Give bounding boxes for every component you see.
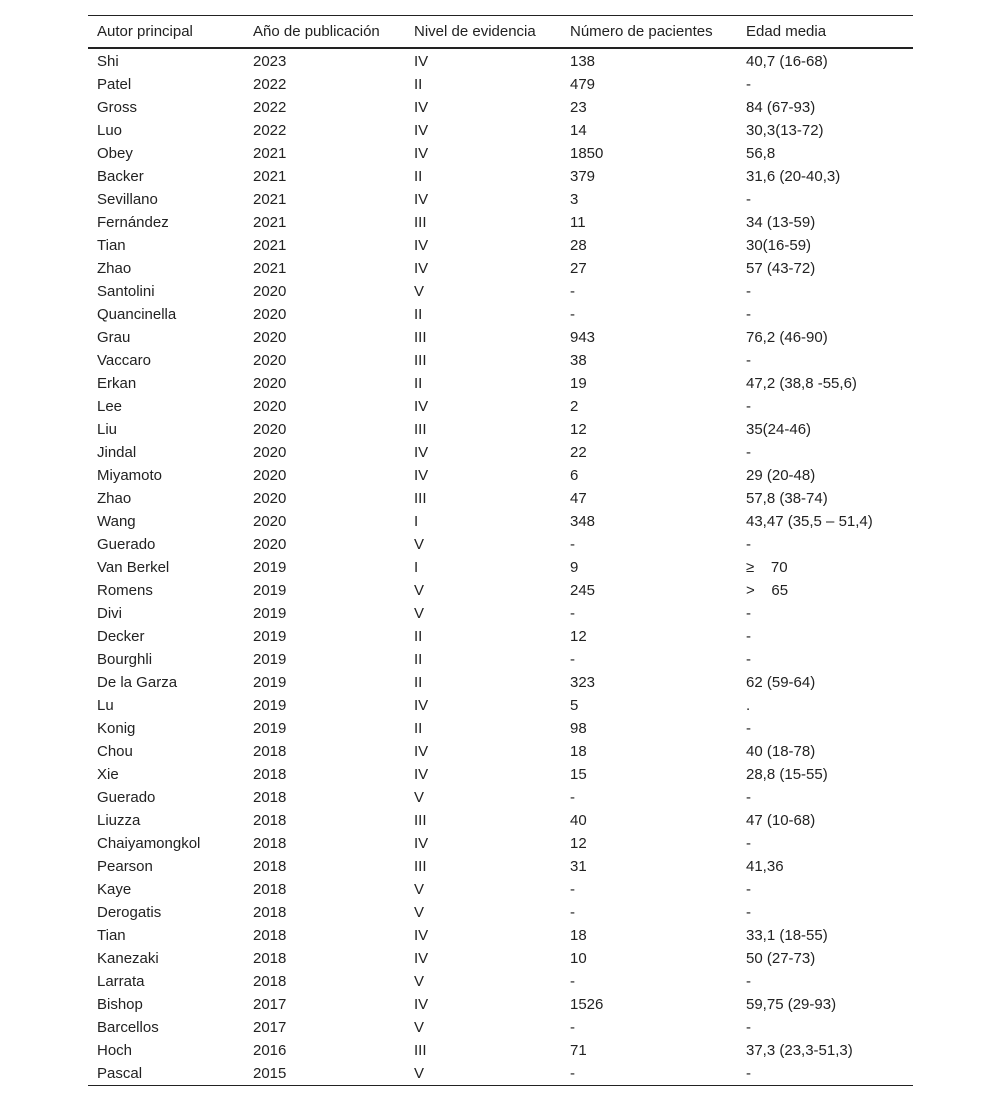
cell-year: 2022 (253, 99, 287, 116)
cell-evidence-level: II (414, 168, 423, 185)
table-row (88, 579, 913, 602)
table-row (88, 349, 913, 372)
cell-mean-age: - (746, 605, 751, 622)
table-row (88, 464, 913, 487)
table-row (88, 372, 913, 395)
cell-year: 2018 (253, 858, 287, 875)
table-row (88, 993, 913, 1016)
header-evidence-level: Nivel de evidencia (414, 23, 536, 40)
cell-year: 2018 (253, 812, 287, 829)
cell-evidence-level: IV (414, 743, 429, 760)
cell-mean-age: 43,47 (35,5 – 51,4) (746, 513, 873, 530)
header-year: Año de publicación (253, 23, 380, 40)
cell-patient-count: - (570, 536, 575, 553)
cell-evidence-level: II (414, 651, 423, 668)
cell-evidence-level: IV (414, 996, 429, 1013)
cell-patient-count: 3 (570, 191, 579, 208)
cell-year: 2019 (253, 697, 287, 714)
cell-author: Santolini (97, 283, 155, 300)
cell-evidence-level: IV (414, 835, 429, 852)
cell-patient-count: - (561, 1062, 737, 1086)
cell-patient-count: 943 (570, 329, 596, 346)
cell-evidence-level: V (414, 881, 425, 898)
cell-patient-count: - (570, 1019, 575, 1036)
cell-author: Erkan (97, 375, 137, 392)
cell-mean-age: 40,7 (16-68) (746, 53, 828, 70)
cell-author: Hoch (97, 1042, 133, 1059)
cell-mean-age: - (746, 76, 751, 93)
cell-patient-count: 10 (570, 950, 587, 967)
cell-year: 2017 (253, 996, 287, 1013)
cell-patient-count: 6 (570, 467, 579, 484)
cell-mean-age: - (746, 191, 751, 208)
table-row (88, 786, 913, 809)
cell-patient-count: - (570, 904, 575, 921)
cell-patient-count: - (570, 881, 575, 898)
cell-author: Tian (97, 237, 126, 254)
header-row (88, 16, 913, 49)
cell-evidence-level: III (414, 421, 427, 438)
cell-year: 2019 (253, 651, 287, 668)
cell-author: Guerado (97, 536, 156, 553)
cell-evidence-level: IV (414, 145, 429, 162)
cell-evidence-level: IV (414, 53, 429, 70)
cell-author: Derogatis (97, 904, 162, 921)
cell-year: 2022 (253, 76, 287, 93)
cell-author: Lu (97, 697, 114, 714)
cell-evidence-level: V (414, 904, 425, 921)
cell-mean-age: 47,2 (38,8 -55,6) (746, 375, 857, 392)
cell-year: 2016 (253, 1042, 287, 1059)
cell-evidence-level: III (414, 490, 427, 507)
cell-mean-age: 59,75 (29-93) (746, 996, 837, 1013)
table-row (88, 602, 913, 625)
cell-year: 2018 (253, 950, 287, 967)
cell-author: Vaccaro (97, 352, 151, 369)
table-row (88, 188, 913, 211)
cell-evidence-level: II (414, 76, 423, 93)
cell-year: 2021 (253, 191, 287, 208)
table-row (88, 280, 913, 303)
cell-author: Wang (97, 513, 136, 530)
cell-author: Zhao (97, 490, 132, 507)
cell-author: Guerado (97, 789, 156, 806)
cell-year: 2018 (253, 881, 287, 898)
cell-year: 2020 (253, 490, 287, 507)
cell-evidence-level: III (414, 812, 427, 829)
cell-patient-count: 14 (570, 122, 587, 139)
cell-author: Backer (97, 168, 144, 185)
cell-year: 2020 (253, 444, 287, 461)
cell-patient-count: 22 (570, 444, 587, 461)
table-row (88, 142, 913, 165)
table-row (88, 533, 913, 556)
cell-evidence-level: IV (414, 467, 429, 484)
studies-table-container (88, 15, 913, 1086)
cell-patient-count: 1526 (570, 996, 604, 1013)
table-row (88, 510, 913, 533)
cell-patient-count: 9 (570, 559, 579, 576)
cell-mean-age: 50 (27-73) (746, 950, 816, 967)
cell-author: Tian (97, 927, 126, 944)
header-author: Autor principal (97, 23, 193, 40)
cell-author: Grau (97, 329, 131, 346)
cell-year: 2018 (253, 743, 287, 760)
cell-evidence-level: III (414, 352, 427, 369)
cell-author: Decker (97, 628, 145, 645)
cell-patient-count: 245 (570, 582, 596, 599)
cell-mean-age: 37,3 (23,3-51,3) (746, 1042, 853, 1059)
header-mean-age: Edad media (746, 23, 827, 40)
table-row (88, 947, 913, 970)
cell-mean-age: - (746, 306, 751, 323)
cell-mean-age: - (746, 352, 751, 369)
cell-mean-age: ≥ 70 (746, 559, 788, 576)
cell-year: 2020 (253, 375, 287, 392)
cell-patient-count: 11 (570, 214, 586, 231)
cell-patient-count: 379 (570, 168, 596, 185)
cell-patient-count: - (570, 283, 575, 300)
cell-author: Patel (97, 76, 132, 93)
cell-mean-age: > 65 (746, 582, 789, 599)
table-row (88, 901, 913, 924)
cell-year: 2018 (253, 927, 287, 944)
cell-evidence-level: IV (414, 697, 429, 714)
table-row (88, 441, 913, 464)
table-header (88, 16, 913, 49)
cell-patient-count: - (570, 605, 575, 622)
cell-mean-age: - (746, 789, 751, 806)
cell-evidence-level: III (414, 214, 427, 231)
cell-patient-count: 323 (570, 674, 596, 691)
cell-patient-count: 28 (570, 237, 587, 254)
cell-patient-count: 2 (570, 398, 579, 415)
cell-year: 2015 (244, 1062, 405, 1086)
cell-mean-age: . (746, 697, 751, 714)
cell-year: 2018 (253, 835, 287, 852)
cell-evidence-level: V (414, 789, 425, 806)
cell-patient-count: 98 (570, 720, 587, 737)
cell-author: Liu (97, 421, 118, 438)
cell-patient-count: 23 (570, 99, 587, 116)
table-row (88, 763, 913, 786)
cell-mean-age: - (746, 283, 751, 300)
cell-author: Divi (97, 605, 122, 622)
cell-author: Romens (97, 582, 153, 599)
cell-year: 2020 (253, 329, 287, 346)
cell-year: 2020 (253, 467, 287, 484)
table-row (88, 832, 913, 855)
cell-year: 2017 (253, 1019, 287, 1036)
cell-author: Chaiyamongkol (97, 835, 201, 852)
cell-mean-age: - (746, 904, 751, 921)
cell-year: 2019 (253, 605, 287, 622)
cell-year: 2019 (253, 674, 287, 691)
cell-mean-age: 41,36 (746, 858, 784, 875)
table-row (88, 671, 913, 694)
cell-mean-age: 57,8 (38-74) (746, 490, 828, 507)
cell-author: Jindal (97, 444, 137, 461)
cell-author: Zhao (97, 260, 132, 277)
table-row (88, 257, 913, 280)
table-row (88, 648, 913, 671)
cell-author: Pascal (88, 1062, 244, 1086)
table-row (88, 73, 913, 96)
table-row (88, 556, 913, 579)
cell-evidence-level: IV (414, 766, 429, 783)
cell-author: Chou (97, 743, 133, 760)
table-row (88, 809, 913, 832)
cell-patient-count: 5 (570, 697, 579, 714)
table-row (88, 717, 913, 740)
table-row (88, 694, 913, 717)
cell-patient-count: 19 (570, 375, 587, 392)
table-row (88, 855, 913, 878)
cell-year: 2019 (253, 559, 287, 576)
cell-author: Liuzza (97, 812, 141, 829)
cell-patient-count: 12 (570, 628, 587, 645)
cell-year: 2020 (253, 421, 287, 438)
cell-author: Obey (97, 145, 133, 162)
cell-mean-age: - (737, 1062, 913, 1086)
cell-author: Gross (97, 99, 138, 116)
cell-year: 2019 (253, 582, 287, 599)
table-row (88, 48, 913, 73)
cell-year: 2021 (253, 237, 287, 254)
cell-patient-count: 12 (570, 835, 587, 852)
cell-mean-age: 84 (67-93) (746, 99, 816, 116)
cell-year: 2023 (253, 53, 287, 70)
cell-mean-age: - (746, 398, 751, 415)
cell-author: Lee (97, 398, 123, 415)
cell-author: Bishop (97, 996, 143, 1013)
cell-author: Xie (97, 766, 119, 783)
cell-author: Miyamoto (97, 467, 163, 484)
cell-year: 2021 (253, 145, 287, 162)
table-row (88, 924, 913, 947)
cell-mean-age: 28,8 (15-55) (746, 766, 828, 783)
cell-author: Sevillano (97, 191, 158, 208)
cell-evidence-level: IV (414, 398, 429, 415)
cell-evidence-level: IV (414, 950, 429, 967)
cell-author: Barcellos (97, 1019, 159, 1036)
table-row (88, 165, 913, 188)
cell-year: 2020 (253, 513, 287, 530)
cell-patient-count: 1850 (570, 145, 604, 162)
cell-patient-count: 18 (570, 927, 587, 944)
cell-evidence-level: V (414, 1019, 425, 1036)
table-row (88, 1016, 913, 1039)
cell-mean-age: 31,6 (20-40,3) (746, 168, 841, 185)
cell-evidence-level: V (414, 973, 425, 990)
cell-year: 2020 (253, 398, 287, 415)
cell-evidence-level: III (414, 858, 427, 875)
cell-mean-age: - (746, 651, 751, 668)
cell-patient-count: 15 (570, 766, 587, 783)
cell-author: Van Berkel (97, 559, 170, 576)
cell-patient-count: 348 (570, 513, 596, 530)
table-row (88, 395, 913, 418)
cell-patient-count: - (570, 651, 575, 668)
table-row (88, 970, 913, 993)
cell-author: Pearson (97, 858, 153, 875)
cell-patient-count: 138 (570, 53, 596, 70)
cell-evidence-level: V (405, 1062, 561, 1086)
cell-mean-age: - (746, 1019, 751, 1036)
cell-evidence-level: IV (414, 99, 429, 116)
cell-year: 2020 (253, 536, 287, 553)
cell-mean-age: 47 (10-68) (746, 812, 816, 829)
cell-evidence-level: II (414, 306, 423, 323)
table-row (88, 1039, 913, 1062)
cell-mean-age: - (746, 444, 751, 461)
cell-mean-age: 30,3(13-72) (746, 122, 824, 139)
table-row (88, 326, 913, 349)
cell-year: 2020 (253, 283, 287, 300)
cell-mean-age: - (746, 835, 751, 852)
cell-author: Bourghli (97, 651, 153, 668)
table-row (88, 1062, 913, 1086)
table-row (88, 211, 913, 234)
cell-evidence-level: V (414, 605, 425, 622)
cell-patient-count: 71 (570, 1042, 587, 1059)
cell-evidence-level: IV (414, 122, 429, 139)
table-row (88, 119, 913, 142)
cell-patient-count: 12 (570, 421, 587, 438)
cell-evidence-level: IV (414, 927, 429, 944)
cell-evidence-level: V (414, 536, 425, 553)
table-row (88, 303, 913, 326)
cell-mean-age: 33,1 (18-55) (746, 927, 828, 944)
cell-author: Konig (97, 720, 136, 737)
cell-author: Shi (97, 53, 119, 70)
table-row (88, 740, 913, 763)
table-row (88, 625, 913, 648)
cell-author: Fernández (97, 214, 169, 231)
table-row (88, 487, 913, 510)
cell-year: 2020 (253, 306, 287, 323)
cell-mean-age: 40 (18-78) (746, 743, 816, 760)
cell-mean-age: - (746, 628, 751, 645)
cell-evidence-level: II (414, 375, 423, 392)
cell-author: Kanezaki (97, 950, 159, 967)
cell-author: Luo (97, 122, 123, 139)
cell-evidence-level: III (414, 329, 427, 346)
cell-patient-count: 40 (570, 812, 587, 829)
cell-patient-count: 31 (570, 858, 587, 875)
cell-patient-count: - (570, 789, 575, 806)
studies-table (88, 15, 913, 1086)
cell-evidence-level: I (414, 513, 419, 530)
cell-year: 2018 (253, 973, 287, 990)
cell-evidence-level: IV (414, 444, 429, 461)
cell-author: Larrata (97, 973, 145, 990)
cell-year: 2020 (253, 352, 287, 369)
cell-evidence-level: II (414, 628, 423, 645)
cell-year: 2018 (253, 766, 287, 783)
table-row (88, 878, 913, 901)
cell-mean-age: 56,8 (746, 145, 776, 162)
cell-mean-age: - (746, 536, 751, 553)
cell-patient-count: 47 (570, 490, 587, 507)
cell-mean-age: 30(16-59) (746, 237, 812, 254)
cell-author: De la Garza (97, 674, 178, 691)
cell-evidence-level: II (414, 674, 423, 691)
cell-patient-count: 18 (570, 743, 587, 760)
cell-mean-age: 62 (59-64) (746, 674, 816, 691)
cell-year: 2021 (253, 260, 287, 277)
cell-patient-count: 27 (570, 260, 587, 277)
cell-evidence-level: V (414, 582, 425, 599)
cell-year: 2021 (253, 168, 287, 185)
cell-year: 2018 (253, 789, 287, 806)
cell-mean-age: 29 (20-48) (746, 467, 816, 484)
cell-mean-age: - (746, 973, 751, 990)
cell-evidence-level: I (414, 559, 419, 576)
cell-evidence-level: V (414, 283, 425, 300)
table-row (88, 96, 913, 119)
cell-year: 2018 (253, 904, 287, 921)
cell-mean-age: 34 (13-59) (746, 214, 816, 231)
cell-author: Quancinella (97, 306, 177, 323)
cell-evidence-level: II (414, 720, 423, 737)
cell-patient-count: - (570, 973, 575, 990)
cell-year: 2019 (253, 628, 287, 645)
table-body (88, 48, 913, 1086)
cell-mean-age: 57 (43-72) (746, 260, 816, 277)
cell-year: 2019 (253, 720, 287, 737)
cell-patient-count: 38 (570, 352, 587, 369)
table-row (88, 234, 913, 257)
cell-mean-age: - (746, 720, 751, 737)
cell-patient-count: - (570, 306, 575, 323)
cell-evidence-level: IV (414, 191, 429, 208)
cell-mean-age: 35(24-46) (746, 421, 812, 438)
cell-evidence-level: IV (414, 260, 429, 277)
cell-mean-age: 76,2 (46-90) (746, 329, 828, 346)
table-row (88, 418, 913, 441)
cell-mean-age: - (746, 881, 751, 898)
cell-author: Kaye (97, 881, 132, 898)
cell-year: 2022 (253, 122, 287, 139)
cell-evidence-level: IV (414, 237, 429, 254)
cell-patient-count: 479 (570, 76, 596, 93)
cell-evidence-level: III (414, 1042, 427, 1059)
header-patient-count: Número de pacientes (570, 23, 713, 40)
cell-year: 2021 (253, 214, 287, 231)
